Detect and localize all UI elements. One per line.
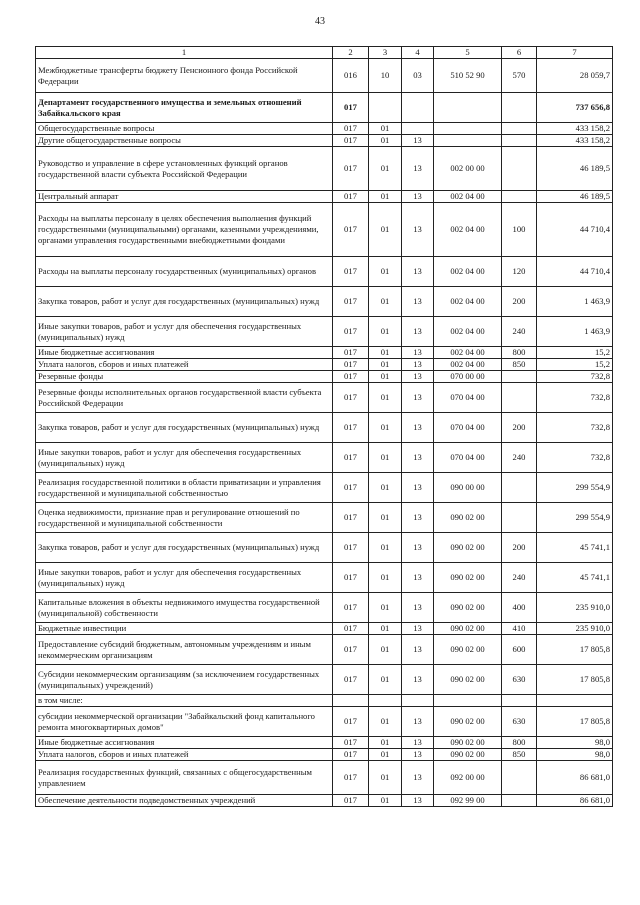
- row-ministry-code: 017: [333, 359, 369, 371]
- row-amount: 732,8: [537, 443, 613, 473]
- row-section-code: 01: [369, 257, 402, 287]
- row-description: Предоставление субсидий бюджетным, автономным учреждениям и иным некоммерческим организациям: [36, 635, 333, 665]
- row-expense-type: [502, 123, 537, 135]
- row-amount: 433 158,2: [537, 135, 613, 147]
- table-row: [36, 203, 613, 257]
- row-ministry-code: 017: [333, 147, 369, 191]
- row-amount: [537, 695, 613, 707]
- row-section-code: 01: [369, 533, 402, 563]
- row-section-code: 01: [369, 593, 402, 623]
- row-ministry-code: 017: [333, 761, 369, 795]
- row-amount: 15,2: [537, 347, 613, 359]
- row-description: Капитальные вложения в объекты недвижимого имущества государственной (муниципальной) собственности: [36, 593, 333, 623]
- row-ministry-code: 017: [333, 257, 369, 287]
- row-expense-type: 410: [502, 623, 537, 635]
- row-subsection-code: 13: [402, 749, 434, 761]
- row-target-article: 002 04 00: [434, 317, 502, 347]
- table-row: [36, 707, 613, 737]
- row-amount: 86 681,0: [537, 761, 613, 795]
- table-row: [36, 147, 613, 191]
- row-subsection-code: 13: [402, 707, 434, 737]
- row-section-code: 01: [369, 191, 402, 203]
- row-subsection-code: 13: [402, 563, 434, 593]
- row-ministry-code: 017: [333, 123, 369, 135]
- column-header: 6: [502, 47, 537, 59]
- table-row: [36, 287, 613, 317]
- row-target-article: 070 04 00: [434, 443, 502, 473]
- row-description: Реализация государственных функций, связанных с общегосударственным управлением: [36, 761, 333, 795]
- row-expense-type: 600: [502, 635, 537, 665]
- row-ministry-code: 017: [333, 413, 369, 443]
- row-description: Расходы на выплаты персоналу в целях обеспечения выполнения функций государственными (муниципальными) органами, казенными учреждениями, органами управления государственными внебюджетными фондами: [36, 203, 333, 257]
- row-description: Общегосударственные вопросы: [36, 123, 333, 135]
- row-subsection-code: 13: [402, 665, 434, 695]
- row-description: Закупка товаров, работ и услуг для государственных (муниципальных) нужд: [36, 533, 333, 563]
- row-target-article: 070 00 00: [434, 371, 502, 383]
- row-section-code: 01: [369, 563, 402, 593]
- row-target-article: 070 04 00: [434, 383, 502, 413]
- row-amount: 235 910,0: [537, 593, 613, 623]
- row-subsection-code: 13: [402, 203, 434, 257]
- row-expense-type: [502, 503, 537, 533]
- row-target-article: 002 04 00: [434, 287, 502, 317]
- row-subsection-code: 13: [402, 147, 434, 191]
- row-expense-type: [502, 761, 537, 795]
- row-description: Иные закупки товаров, работ и услуг для обеспечения государственных (муниципальных) нужд: [36, 563, 333, 593]
- row-subsection-code: 13: [402, 593, 434, 623]
- row-target-article: 002 04 00: [434, 359, 502, 371]
- table-row: [36, 533, 613, 563]
- row-target-article: 090 02 00: [434, 593, 502, 623]
- row-subsection-code: [402, 93, 434, 123]
- row-subsection-code: 13: [402, 191, 434, 203]
- row-expense-type: [502, 473, 537, 503]
- row-expense-type: 240: [502, 317, 537, 347]
- table-row: [36, 383, 613, 413]
- row-expense-type: [502, 135, 537, 147]
- row-ministry-code: 017: [333, 665, 369, 695]
- row-expense-type: [502, 147, 537, 191]
- row-subsection-code: 13: [402, 257, 434, 287]
- table-row: [36, 371, 613, 383]
- row-ministry-code: 017: [333, 593, 369, 623]
- row-description: Закупка товаров, работ и услуг для государственных (муниципальных) нужд: [36, 413, 333, 443]
- row-section-code: 01: [369, 473, 402, 503]
- row-section-code: 01: [369, 359, 402, 371]
- row-expense-type: [502, 191, 537, 203]
- row-target-article: 090 02 00: [434, 623, 502, 635]
- column-header: 5: [434, 47, 502, 59]
- table-row: [36, 359, 613, 371]
- row-expense-type: 850: [502, 749, 537, 761]
- row-target-article: 070 04 00: [434, 413, 502, 443]
- row-subsection-code: 13: [402, 473, 434, 503]
- row-subsection-code: 13: [402, 635, 434, 665]
- table-row: [36, 665, 613, 695]
- row-section-code: 01: [369, 749, 402, 761]
- row-description: Бюджетные инвестиции: [36, 623, 333, 635]
- row-target-article: [434, 695, 502, 707]
- row-section-code: [369, 695, 402, 707]
- row-amount: 732,8: [537, 413, 613, 443]
- row-expense-type: 240: [502, 443, 537, 473]
- row-ministry-code: 017: [333, 795, 369, 807]
- table-row: [36, 59, 613, 93]
- row-description: Расходы на выплаты персоналу государственных (муниципальных) органов: [36, 257, 333, 287]
- row-section-code: 01: [369, 371, 402, 383]
- row-expense-type: 200: [502, 287, 537, 317]
- row-section-code: 01: [369, 147, 402, 191]
- row-amount: 737 656,8: [537, 93, 613, 123]
- row-description: Уплата налогов, сборов и иных платежей: [36, 749, 333, 761]
- row-subsection-code: 13: [402, 347, 434, 359]
- row-section-code: 01: [369, 737, 402, 749]
- table-row: [36, 347, 613, 359]
- row-description: Другие общегосударственные вопросы: [36, 135, 333, 147]
- row-amount: 1 463,9: [537, 287, 613, 317]
- row-ministry-code: 017: [333, 287, 369, 317]
- column-header: 1: [36, 47, 333, 59]
- row-section-code: 01: [369, 317, 402, 347]
- row-expense-type: 570: [502, 59, 537, 93]
- row-subsection-code: 13: [402, 359, 434, 371]
- row-subsection-code: 13: [402, 533, 434, 563]
- table-row: [36, 635, 613, 665]
- row-amount: 299 554,9: [537, 473, 613, 503]
- row-amount: 98,0: [537, 749, 613, 761]
- row-section-code: 01: [369, 707, 402, 737]
- row-section-code: 01: [369, 287, 402, 317]
- row-ministry-code: 017: [333, 707, 369, 737]
- row-target-article: 002 04 00: [434, 257, 502, 287]
- row-expense-type: 800: [502, 347, 537, 359]
- row-description: Субсидии некоммерческим организациям (за исключением государственных (муниципальных) учреждений): [36, 665, 333, 695]
- row-section-code: 01: [369, 203, 402, 257]
- column-header: 7: [537, 47, 613, 59]
- table-row: [36, 135, 613, 147]
- row-section-code: 01: [369, 413, 402, 443]
- row-amount: 15,2: [537, 359, 613, 371]
- row-target-article: 090 02 00: [434, 503, 502, 533]
- row-amount: 732,8: [537, 383, 613, 413]
- row-section-code: 01: [369, 123, 402, 135]
- row-section-code: 01: [369, 347, 402, 359]
- row-ministry-code: 017: [333, 203, 369, 257]
- row-description: Межбюджетные трансферты бюджету Пенсионного фонда Российской Федерации: [36, 59, 333, 93]
- row-description: Иные бюджетные ассигнования: [36, 737, 333, 749]
- table-row: [36, 413, 613, 443]
- row-target-article: 002 04 00: [434, 203, 502, 257]
- row-section-code: 01: [369, 795, 402, 807]
- row-section-code: [369, 93, 402, 123]
- table-body: [36, 59, 613, 807]
- row-ministry-code: 017: [333, 383, 369, 413]
- table-row: [36, 737, 613, 749]
- row-target-article: [434, 93, 502, 123]
- row-section-code: 01: [369, 761, 402, 795]
- row-subsection-code: 13: [402, 383, 434, 413]
- table-row: [36, 695, 613, 707]
- row-description: Уплата налогов, сборов и иных платежей: [36, 359, 333, 371]
- row-expense-type: 630: [502, 707, 537, 737]
- row-ministry-code: 017: [333, 191, 369, 203]
- table-row: [36, 761, 613, 795]
- row-description: Руководство и управление в сфере установленных функций органов государственной власти субъекта Российской Федерации: [36, 147, 333, 191]
- row-subsection-code: 13: [402, 737, 434, 749]
- row-section-code: 01: [369, 665, 402, 695]
- row-expense-type: 400: [502, 593, 537, 623]
- column-header: 4: [402, 47, 434, 59]
- row-amount: 44 710,4: [537, 257, 613, 287]
- table-row: [36, 443, 613, 473]
- row-amount: 46 189,5: [537, 191, 613, 203]
- row-target-article: 090 02 00: [434, 635, 502, 665]
- row-subsection-code: 13: [402, 761, 434, 795]
- table-row: [36, 623, 613, 635]
- row-target-article: 002 00 00: [434, 147, 502, 191]
- row-ministry-code: 017: [333, 737, 369, 749]
- row-ministry-code: 017: [333, 135, 369, 147]
- row-section-code: 01: [369, 503, 402, 533]
- row-target-article: 090 02 00: [434, 563, 502, 593]
- table-row: [36, 123, 613, 135]
- row-expense-type: [502, 93, 537, 123]
- row-section-code: 01: [369, 135, 402, 147]
- row-section-code: 01: [369, 635, 402, 665]
- row-ministry-code: 017: [333, 503, 369, 533]
- row-ministry-code: 017: [333, 635, 369, 665]
- row-amount: 17 805,8: [537, 707, 613, 737]
- row-subsection-code: 13: [402, 795, 434, 807]
- row-amount: 28 059,7: [537, 59, 613, 93]
- row-description: Закупка товаров, работ и услуг для государственных (муниципальных) нужд: [36, 287, 333, 317]
- row-amount: 299 554,9: [537, 503, 613, 533]
- row-amount: 86 681,0: [537, 795, 613, 807]
- row-ministry-code: 017: [333, 371, 369, 383]
- row-expense-type: 240: [502, 563, 537, 593]
- row-description: Иные закупки товаров, работ и услуг для обеспечения государственных (муниципальных) нужд: [36, 443, 333, 473]
- table-row: [36, 795, 613, 807]
- row-description: субсидии некоммерческой организации "Забайкальский фонд капитального ремонта многоквартирных домов": [36, 707, 333, 737]
- row-section-code: 01: [369, 383, 402, 413]
- row-section-code: 01: [369, 623, 402, 635]
- table-header-row: [36, 47, 613, 59]
- table-row: [36, 191, 613, 203]
- row-target-article: 510 52 90: [434, 59, 502, 93]
- row-subsection-code: 13: [402, 317, 434, 347]
- row-amount: 44 710,4: [537, 203, 613, 257]
- row-expense-type: 850: [502, 359, 537, 371]
- row-target-article: 090 02 00: [434, 749, 502, 761]
- row-subsection-code: 13: [402, 623, 434, 635]
- table-row: [36, 257, 613, 287]
- table-row: [36, 473, 613, 503]
- row-expense-type: [502, 795, 537, 807]
- row-section-code: 10: [369, 59, 402, 93]
- row-ministry-code: 016: [333, 59, 369, 93]
- row-expense-type: 120: [502, 257, 537, 287]
- row-target-article: 092 99 00: [434, 795, 502, 807]
- table-row: [36, 563, 613, 593]
- row-amount: 98,0: [537, 737, 613, 749]
- row-ministry-code: 017: [333, 749, 369, 761]
- row-target-article: [434, 123, 502, 135]
- row-expense-type: 200: [502, 413, 537, 443]
- row-subsection-code: 13: [402, 503, 434, 533]
- table-row: [36, 93, 613, 123]
- row-description: Иные закупки товаров, работ и услуг для обеспечения государственных (муниципальных) нужд: [36, 317, 333, 347]
- row-amount: 45 741,1: [537, 533, 613, 563]
- row-ministry-code: 017: [333, 317, 369, 347]
- row-target-article: 090 02 00: [434, 707, 502, 737]
- row-ministry-code: 017: [333, 347, 369, 359]
- row-target-article: 090 00 00: [434, 473, 502, 503]
- row-subsection-code: 13: [402, 443, 434, 473]
- row-amount: 433 158,2: [537, 123, 613, 135]
- row-description: Иные бюджетные ассигнования: [36, 347, 333, 359]
- column-header: 2: [333, 47, 369, 59]
- row-ministry-code: 017: [333, 623, 369, 635]
- row-ministry-code: 017: [333, 473, 369, 503]
- row-target-article: 090 02 00: [434, 737, 502, 749]
- row-target-article: 002 04 00: [434, 347, 502, 359]
- row-amount: 732,8: [537, 371, 613, 383]
- row-subsection-code: 03: [402, 59, 434, 93]
- row-target-article: [434, 135, 502, 147]
- row-expense-type: [502, 695, 537, 707]
- row-amount: 17 805,8: [537, 665, 613, 695]
- row-description: Резервные фонды: [36, 371, 333, 383]
- row-target-article: 090 02 00: [434, 533, 502, 563]
- row-amount: 235 910,0: [537, 623, 613, 635]
- row-section-code: 01: [369, 443, 402, 473]
- row-subsection-code: [402, 695, 434, 707]
- row-ministry-code: 017: [333, 443, 369, 473]
- row-ministry-code: 017: [333, 563, 369, 593]
- row-description: Реализация государственной политики в области приватизации и управления государственной и муниципальной собственностью: [36, 473, 333, 503]
- row-description: Резервные фонды исполнительных органов государственной власти субъекта Российской Федерации: [36, 383, 333, 413]
- table-row: [36, 593, 613, 623]
- page-number: 43: [315, 16, 325, 27]
- row-description: Департамент государственного имущества и земельных отношений Забайкальского края: [36, 93, 333, 123]
- row-expense-type: 630: [502, 665, 537, 695]
- row-description: Центральный аппарат: [36, 191, 333, 203]
- row-subsection-code: 13: [402, 371, 434, 383]
- table-row: [36, 503, 613, 533]
- row-amount: 1 463,9: [537, 317, 613, 347]
- table-row: [36, 317, 613, 347]
- row-description: в том числе:: [36, 695, 333, 707]
- row-expense-type: [502, 371, 537, 383]
- row-description: Обеспечение деятельности подведомственных учреждений: [36, 795, 333, 807]
- row-target-article: 092 00 00: [434, 761, 502, 795]
- row-expense-type: 100: [502, 203, 537, 257]
- row-amount: 45 741,1: [537, 563, 613, 593]
- row-subsection-code: 13: [402, 287, 434, 317]
- table-row: [36, 749, 613, 761]
- row-ministry-code: [333, 695, 369, 707]
- row-expense-type: [502, 383, 537, 413]
- row-subsection-code: 13: [402, 413, 434, 443]
- row-amount: 46 189,5: [537, 147, 613, 191]
- row-ministry-code: 017: [333, 533, 369, 563]
- row-expense-type: 800: [502, 737, 537, 749]
- row-subsection-code: 13: [402, 135, 434, 147]
- column-header: 3: [369, 47, 402, 59]
- row-description: Оценка недвижимости, признание прав и регулирование отношений по государственной и муниципальной собственности: [36, 503, 333, 533]
- row-subsection-code: [402, 123, 434, 135]
- row-target-article: 090 02 00: [434, 665, 502, 695]
- row-target-article: 002 04 00: [434, 191, 502, 203]
- row-amount: 17 805,8: [537, 635, 613, 665]
- budget-table: [35, 46, 613, 807]
- row-expense-type: 200: [502, 533, 537, 563]
- row-ministry-code: 017: [333, 93, 369, 123]
